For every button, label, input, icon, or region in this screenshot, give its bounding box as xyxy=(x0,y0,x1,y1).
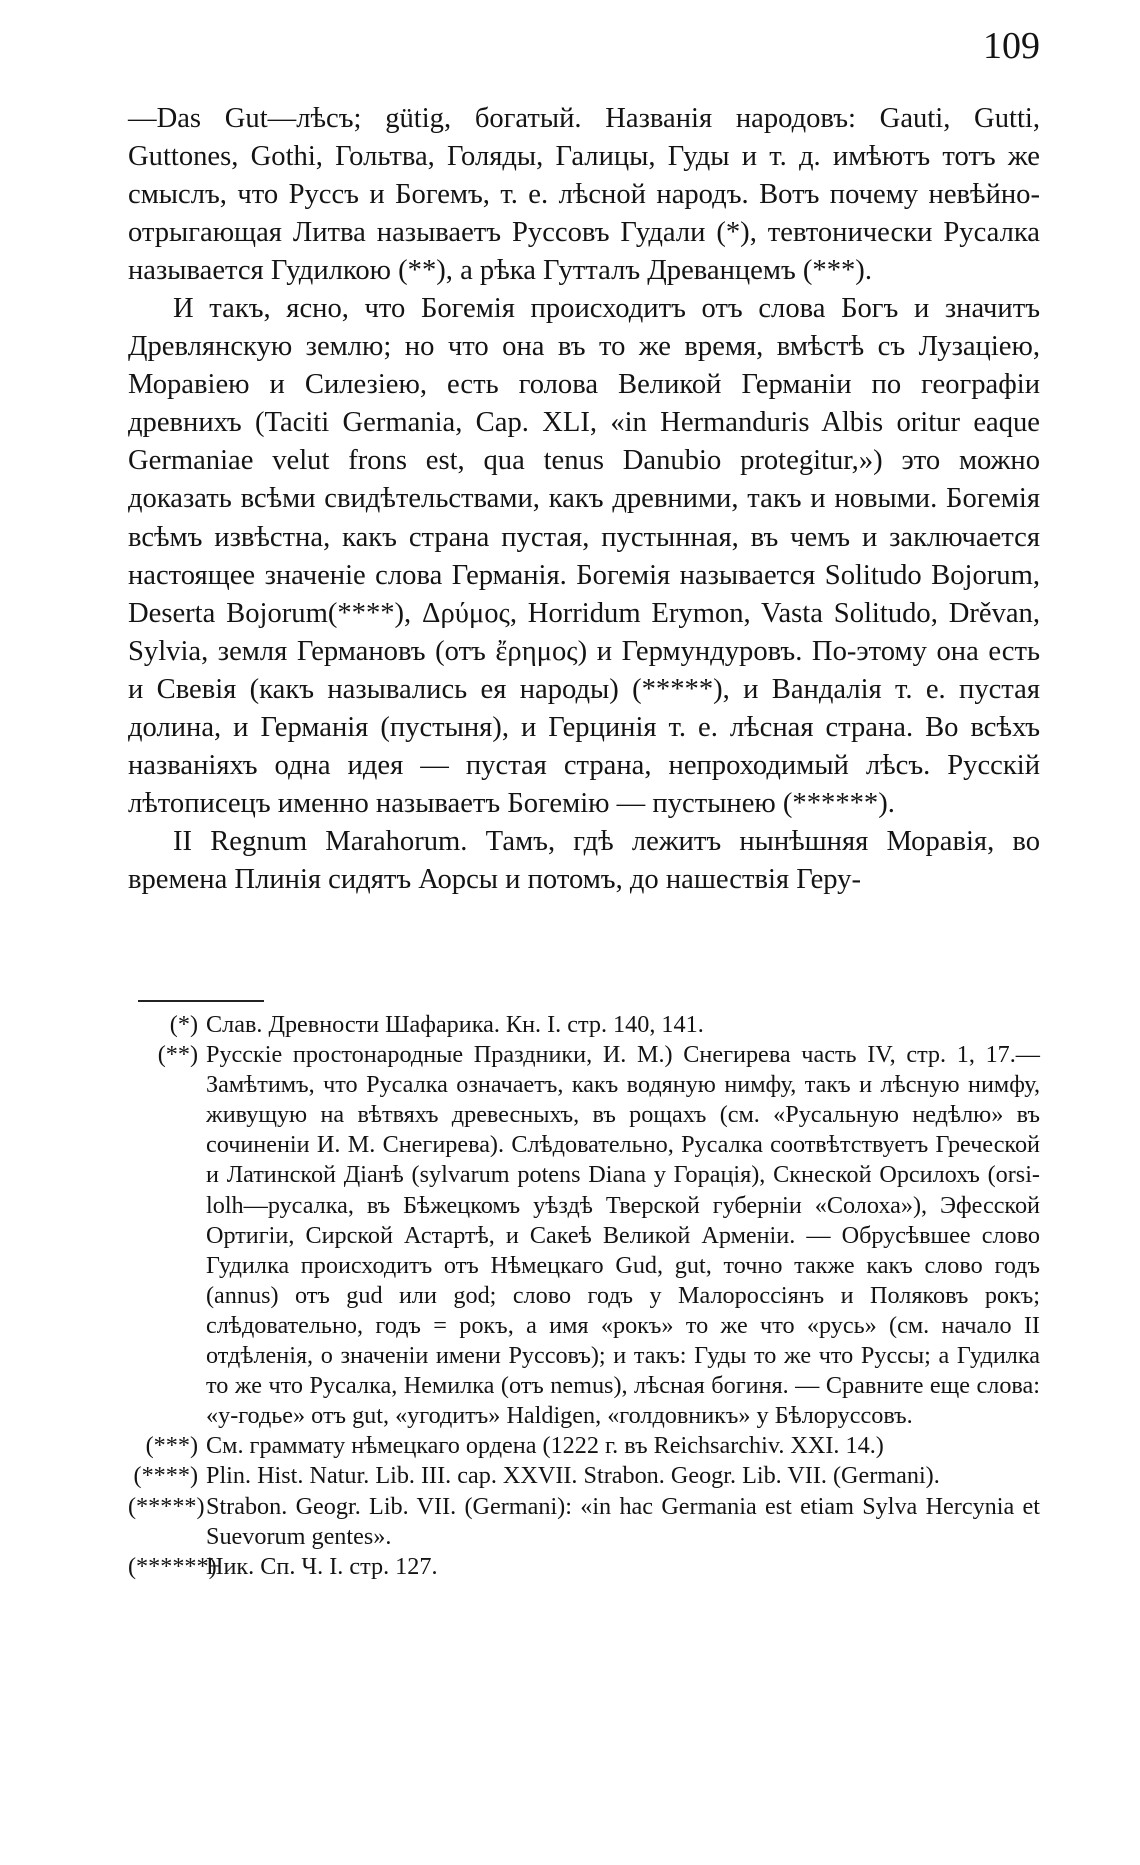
footnote-6 xyxy=(128,1552,1040,1582)
main-text xyxy=(128,100,1040,899)
footnote-text: Plin. Hist. Natur. Lib. III. cap. XXVII. Strabon. Geogr. Lib. VII. (Germani). xyxy=(206,1462,940,1490)
footnote-text: Русскіе простонародные Праздники, И. М.) Снегирева часть IV, стр. 1, 17.—Замѣтимъ, что Русалка означаетъ, какъ водяную нимфу, такъ и лѣсную нимфу, живущую на вѣтвяхъ древесныхъ, въ рощахъ (см. «Русальную недѣлю» въ сочиненіи И. М. Снегирева). Слѣдовательно, Русалка соотвѣтствуетъ Греческой и Латинской Діанѣ (sylvarum potens Diana у Горація), Скнеской Орсилохъ (orsi-lolh—русалка, въ Бѣжецкомъ уѣздѣ Тверской губерніи «Солоха»), Эфесской Ортигіи, Сирской Астартѣ, и Сакеѣ Великой Арменіи. — Обрусѣвшее слово Гудилка происходитъ отъ Нѣмецкаго Gud, gut, точно также какъ слово годъ (annus) отъ gud или god; слово годъ у Малороссіянъ и Поляковъ рокъ; слѣдовательно, годъ = рокъ, а имя «рокъ» то же что «русь» (см. начало II отдѣленія, о значеніи имени Руссовъ); и такъ: Гуды то же что Руссы; а Гудилка то же что Русалка, Немилка (отъ nemus), лѣсная богиня. — Сравните еще слова: «у-годье» отъ gut, «угодитъ» Haldigen, «голдовникъ» у Бѣлоруссовъ. xyxy=(206,1041,1040,1430)
footnote-marker: (******) xyxy=(128,1552,217,1580)
footnote-marker: (*) xyxy=(169,1011,198,1038)
footnote-marker: (***) xyxy=(145,1432,198,1460)
footnote-4 xyxy=(128,1461,1040,1491)
footnote-marker: (**) xyxy=(157,1041,198,1069)
paragraph-2: И такъ, ясно, что Богемія происходитъ отъ слова Богъ и значитъ Древлянскую землю; но что она въ то же время, вмѣстѣ съ Лузаціею, Моравіею и Силезіею, есть голова Великой Германіи по географіи древнихъ (Taciti Germania, Cap. XLI, «in Hermanduris Albis oritur eaque Germaniae velut frons est, qua tenus Danubio protegitur,») это можно доказать всѣми свидѣтельствами, какъ древними, такъ и новыми. Богемія всѣмъ извѣстна, какъ страна пустая, пустынная, въ чемъ и заключается настоящее значеніе слова Германія. Богемія называется Solitudo Bojorum, Deserta Bojorum(****), Δρύμος, Horridum Erymon, Vasta Solitudo, Drěvan, Sylvia, земля Германовъ (отъ ἔρημος) и Гермундуровъ. По-этому она есть и Свевія (какъ назывались ея народы) (*****), и Вандалія т. е. пустая долина, и Германія (пустыня), и Герцинія т. е. лѣсная страна. Во всѣхъ названіяхъ одна идея — пустая страна, непроходимый лѣсъ. Русскій лѣтописецъ именно называетъ Богемію — пустынею (******). xyxy=(128,293,1040,819)
page-number: 109 xyxy=(983,25,1040,67)
footnote-text: Слав. Древности Шафарика. Кн. I. стр. 140, 141. xyxy=(206,1011,704,1038)
footnote-marker: (*****) xyxy=(128,1492,205,1520)
footnote-marker: (****) xyxy=(133,1462,198,1490)
footnote-5 xyxy=(128,1492,1040,1552)
paragraph-1: —Das Gut—лѣсъ; gütig, богатый. Названія народовъ: Gauti, Gutti, Guttones, Gothi, Гольтва, Голяды, Галицы, Гуды и т. д. имѣютъ тотъ же смыслъ, что Руссъ и Богемъ, т. е. лѣсной народъ. Вотъ почему невѣйно-отрыгающая Литва называетъ Руссовъ Гудали (*), тевтонически Русалка называется Гудилкою (**), а рѣка Гутталъ Древанцемъ (***). xyxy=(128,103,1040,287)
footnote-separator xyxy=(138,1000,264,1002)
footnotes xyxy=(128,1010,1040,1582)
paragraph-3: II Regnum Marahorum. Тамъ, гдѣ лежитъ нынѣшняя Моравія, во времена Плинія сидятъ Аорсы и потомъ, до нашествія Геру- xyxy=(128,825,1040,895)
footnote-text: Ник. Сп. Ч. I. стр. 127. xyxy=(206,1552,438,1580)
footnote-text: Strabon. Geogr. Lib. VII. (Germani): «in hac Germania est etiam Sylva Hercynia et Suevorum gentes». xyxy=(206,1492,1040,1550)
footnote-3 xyxy=(128,1431,1040,1461)
footnote-text: См. граммату нѣмецкаго ордена (1222 г. въ Reichsarchiv. XXI. 14.) xyxy=(206,1432,884,1460)
footnote-2 xyxy=(128,1040,1040,1431)
footnote-1 xyxy=(128,1010,1040,1040)
